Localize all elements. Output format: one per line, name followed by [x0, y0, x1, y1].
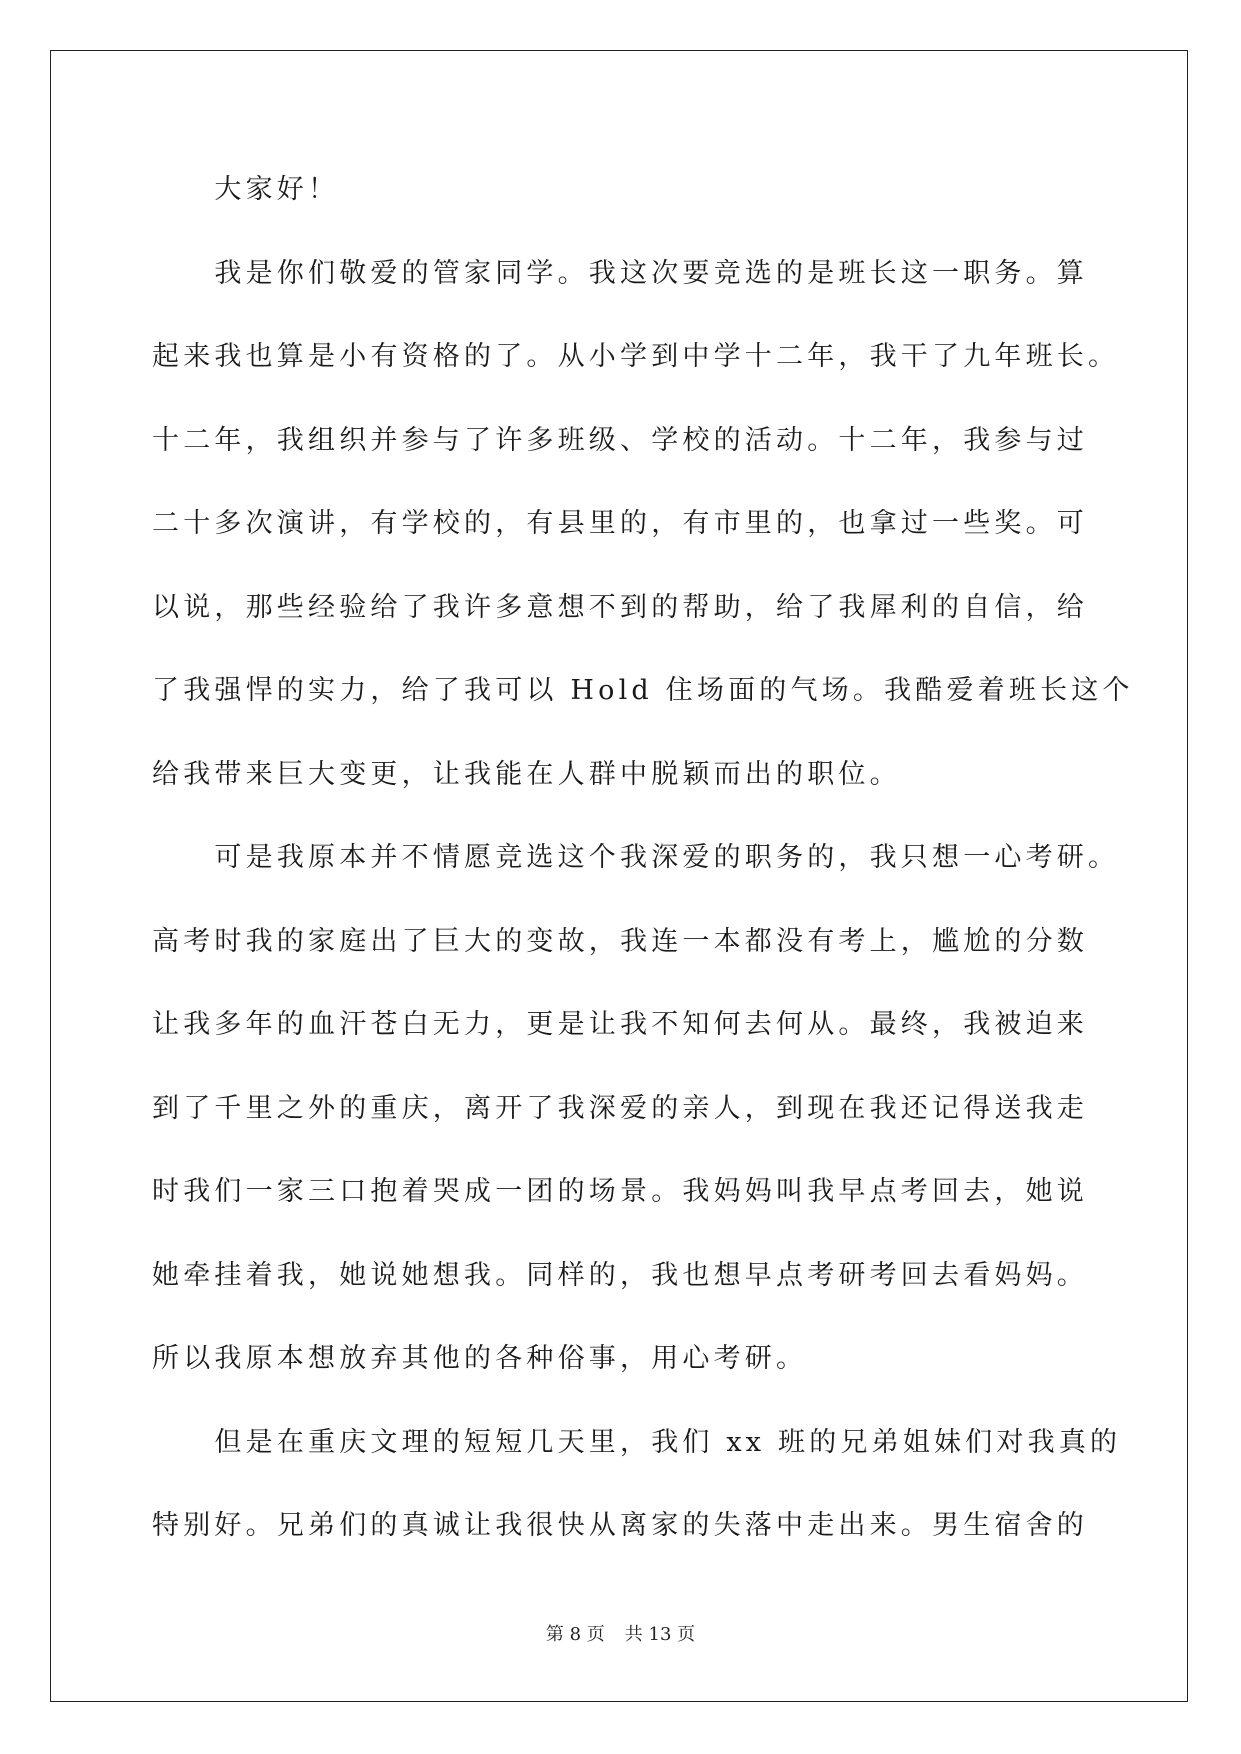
text-line: 所以我原本想放弃其他的各种俗事，用心考研。	[152, 1343, 808, 1374]
page-total: 共 13 页	[624, 1624, 696, 1645]
text-line: 我是你们敬爱的管家同学。我这次要竞选的是班长这一职务。算	[152, 257, 1088, 289]
text-line: 给我带来巨大变更，让我能在人群中脱颖而出的职位。	[152, 758, 901, 790]
text-line: 她牵挂着我，她说她想我。同样的，我也想早点考研考回去看妈妈。	[152, 1259, 1088, 1291]
text-line: 二十多次演讲，有学校的，有县里的，有市里的，也拿过一些奖。可	[152, 508, 1088, 539]
text-line: 但是在重庆文理的短短几天里，我们 xx 班的兄弟姐妹们对我真的	[152, 1426, 1122, 1458]
page-number: 第 8 页	[545, 1624, 605, 1645]
text-line: 高考时我的家庭出了巨大的变故，我连一本都没有考上，尴尬的分数	[152, 925, 1088, 957]
text-line: 起来我也算是小有资格的了。从小学到中学十二年，我干了九年班长。	[152, 341, 1120, 372]
text-line: 十二年，我组织并参与了许多班级、学校的活动。十二年，我参与过	[152, 424, 1088, 456]
text-line: 以说，那些经验给了我许多意想不到的帮助，给了我犀利的自信，给	[152, 591, 1088, 623]
text-line: 时我们一家三口抱着哭成一团的场景。我妈妈叫我早点考回去，她说	[152, 1176, 1088, 1207]
text-line: 大家好！	[152, 174, 340, 205]
text-line: 可是我原本并不情愿竞选这个我深爱的职务的，我只想一心考研。	[152, 842, 1120, 873]
text-line: 了我强悍的实力，给了我可以 Hold 住场面的气场。我酷爱着班长这个	[152, 675, 1134, 706]
page-footer	[0, 1620, 1241, 1646]
text-line: 让我多年的血汗苍白无力，更是让我不知何去何从。最终，我被迫来	[152, 1009, 1088, 1040]
text-line: 特别好。兄弟们的真诚让我很快从离家的失落中走出来。男生宿舍的	[152, 1510, 1088, 1541]
text-line: 到了千里之外的重庆，离开了我深爱的亲人，到现在我还记得送我走	[152, 1092, 1088, 1124]
document-body	[152, 165, 1134, 1585]
